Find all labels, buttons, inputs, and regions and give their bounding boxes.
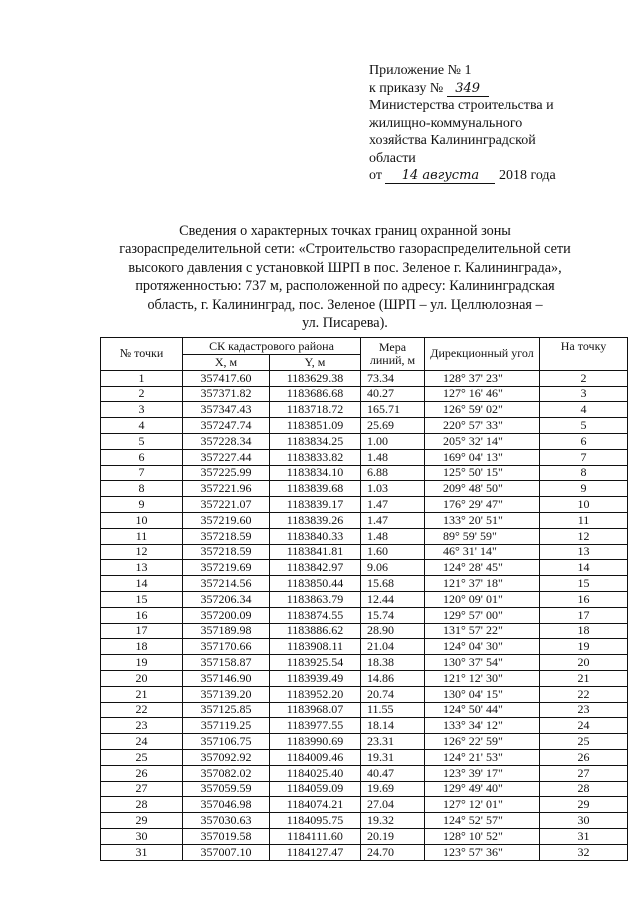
cell-point-no: 13	[101, 560, 183, 576]
cell-x: 357019.58	[183, 828, 270, 844]
cell-angle: 124° 28' 45"	[425, 560, 540, 576]
cell-x: 357417.60	[183, 370, 270, 386]
cell-y: 1184127.47	[270, 844, 361, 860]
ministry-line-2: жилищно-коммунального	[369, 115, 523, 131]
cell-length: 6.88	[361, 465, 425, 481]
cell-angle: 125° 50' 15"	[425, 465, 540, 481]
table-row	[101, 449, 628, 465]
cell-point-no: 1	[101, 370, 183, 386]
annex-title: Приложение № 1	[369, 63, 472, 78]
cell-length: 73.34	[361, 370, 425, 386]
cell-length: 15.74	[361, 607, 425, 623]
cell-to-point: 6	[540, 433, 628, 449]
date-suffix: 2018 года	[498, 168, 556, 183]
header-cs: СК кадастрового района	[183, 338, 361, 355]
cell-y: 1184095.75	[270, 813, 361, 829]
cell-to-point: 19	[540, 639, 628, 655]
cell-point-no: 5	[101, 433, 183, 449]
cell-to-point: 29	[540, 797, 628, 813]
cell-to-point: 12	[540, 528, 628, 544]
heading-line-3: высокого давления с установкой ШРП в пос. Зеленое г. Калининграда»,	[128, 259, 562, 276]
cell-length: 20.74	[361, 686, 425, 702]
cell-x: 357347.43	[183, 402, 270, 418]
cell-length: 24.70	[361, 844, 425, 860]
cell-x: 357227.44	[183, 449, 270, 465]
cell-point-no: 29	[101, 813, 183, 829]
table-row	[101, 670, 628, 686]
table-row	[101, 607, 628, 623]
cell-to-point: 4	[540, 402, 628, 418]
table-row	[101, 591, 628, 607]
cell-to-point: 27	[540, 765, 628, 781]
cell-x: 357247.74	[183, 418, 270, 434]
cell-length: 9.06	[361, 560, 425, 576]
cell-y: 1183908.11	[270, 639, 361, 655]
cell-y: 1183841.81	[270, 544, 361, 560]
table-row	[101, 528, 628, 544]
cell-angle: 129° 57' 00"	[425, 607, 540, 623]
cell-angle: 129° 49' 40"	[425, 781, 540, 797]
cell-point-no: 16	[101, 607, 183, 623]
cell-to-point: 18	[540, 623, 628, 639]
cell-x: 357030.63	[183, 813, 270, 829]
cell-point-no: 26	[101, 765, 183, 781]
cell-length: 40.27	[361, 386, 425, 402]
cell-angle: 124° 52' 57"	[425, 813, 540, 829]
cell-angle: 176° 29' 47"	[425, 497, 540, 513]
cell-to-point: 31	[540, 828, 628, 844]
table-row	[101, 418, 628, 434]
cell-length: 18.14	[361, 718, 425, 734]
cell-to-point: 14	[540, 560, 628, 576]
cell-angle: 121° 37' 18"	[425, 576, 540, 592]
cell-to-point: 24	[540, 718, 628, 734]
cell-point-no: 22	[101, 702, 183, 718]
cell-y: 1184009.46	[270, 749, 361, 765]
cell-x: 357214.56	[183, 576, 270, 592]
table-row	[101, 465, 628, 481]
table-row	[101, 402, 628, 418]
cell-to-point: 32	[540, 844, 628, 860]
cell-length: 21.04	[361, 639, 425, 655]
cell-point-no: 4	[101, 418, 183, 434]
cell-angle: 126° 59' 02"	[425, 402, 540, 418]
cell-to-point: 15	[540, 576, 628, 592]
cell-point-no: 24	[101, 734, 183, 750]
points-table-body	[101, 370, 628, 860]
cell-x: 357125.85	[183, 702, 270, 718]
cell-y: 1183863.79	[270, 591, 361, 607]
cell-to-point: 20	[540, 655, 628, 671]
cell-angle: 127° 12' 01"	[425, 797, 540, 813]
table-row	[101, 481, 628, 497]
cell-to-point: 30	[540, 813, 628, 829]
cell-y: 1183833.82	[270, 449, 361, 465]
table-row	[101, 655, 628, 671]
cell-y: 1184059.09	[270, 781, 361, 797]
cell-to-point: 2	[540, 370, 628, 386]
cell-y: 1183839.17	[270, 497, 361, 513]
cell-x: 357170.66	[183, 639, 270, 655]
cell-length: 1.48	[361, 449, 425, 465]
cell-y: 1183718.72	[270, 402, 361, 418]
cell-length: 12.44	[361, 591, 425, 607]
annex-block	[369, 62, 619, 185]
cell-point-no: 15	[101, 591, 183, 607]
heading-line-2: газораспределительной сети: «Строительство газораспределительной сети	[119, 241, 571, 258]
cell-angle: 133° 20' 51"	[425, 512, 540, 528]
cell-point-no: 19	[101, 655, 183, 671]
table-row	[101, 560, 628, 576]
cell-y: 1183840.33	[270, 528, 361, 544]
table-row	[101, 702, 628, 718]
cell-angle: 169° 04' 13"	[425, 449, 540, 465]
heading-line-5: область, г. Калининград, пос. Зеленое (ШРП – ул. Целлюлозная –	[147, 296, 543, 313]
table-row	[101, 433, 628, 449]
cell-y: 1183629.38	[270, 370, 361, 386]
cell-angle: 130° 04' 15"	[425, 686, 540, 702]
cell-length: 1.47	[361, 512, 425, 528]
cell-x: 357225.99	[183, 465, 270, 481]
cell-length: 11.55	[361, 702, 425, 718]
cell-point-no: 2	[101, 386, 183, 402]
table-row	[101, 623, 628, 639]
cell-length: 40.47	[361, 765, 425, 781]
cell-x: 357219.60	[183, 512, 270, 528]
table-row	[101, 765, 628, 781]
cell-x: 357119.25	[183, 718, 270, 734]
cell-angle: 124° 04' 30"	[425, 639, 540, 655]
header-to-point: На точку	[540, 338, 628, 371]
cell-x: 357218.59	[183, 544, 270, 560]
cell-to-point: 7	[540, 449, 628, 465]
cell-y: 1183977.55	[270, 718, 361, 734]
heading-line-6: ул. Писарева).	[302, 315, 388, 332]
order-line	[369, 80, 619, 98]
cell-x: 357371.82	[183, 386, 270, 402]
cell-x: 357059.59	[183, 781, 270, 797]
table-row	[101, 749, 628, 765]
cell-to-point: 13	[540, 544, 628, 560]
cell-x: 357007.10	[183, 844, 270, 860]
cell-y: 1183886.62	[270, 623, 361, 639]
cell-angle: 121° 12' 30"	[425, 670, 540, 686]
table-row	[101, 370, 628, 386]
ministry-line-1: Министерства строительства и	[369, 98, 554, 113]
order-prefix: к приказу №	[369, 80, 444, 96]
header-x: X, м	[183, 355, 270, 371]
cell-length: 20.19	[361, 828, 425, 844]
cell-y: 1183851.09	[270, 418, 361, 434]
cell-angle: 128° 37' 23"	[425, 370, 540, 386]
date-line	[369, 167, 619, 185]
cell-point-no: 6	[101, 449, 183, 465]
cell-angle: 124° 50' 44"	[425, 702, 540, 718]
table-row	[101, 734, 628, 750]
table-row	[101, 639, 628, 655]
points-table-header	[101, 338, 628, 371]
cell-y: 1183952.20	[270, 686, 361, 702]
cell-y: 1183990.69	[270, 734, 361, 750]
cell-x: 357092.92	[183, 749, 270, 765]
cell-length: 27.04	[361, 797, 425, 813]
cell-angle: 209° 48' 50"	[425, 481, 540, 497]
cell-length: 1.03	[361, 481, 425, 497]
cell-point-no: 28	[101, 797, 183, 813]
cell-x: 357189.98	[183, 623, 270, 639]
cell-point-no: 20	[101, 670, 183, 686]
cell-y: 1183839.26	[270, 512, 361, 528]
cell-length: 23.31	[361, 734, 425, 750]
cell-y: 1184074.21	[270, 797, 361, 813]
table-row	[101, 686, 628, 702]
cell-angle: 128° 10' 52"	[425, 828, 540, 844]
cell-point-no: 11	[101, 528, 183, 544]
cell-x: 357139.20	[183, 686, 270, 702]
cell-angle: 127° 16' 46"	[425, 386, 540, 402]
cell-point-no: 27	[101, 781, 183, 797]
cell-angle: 120° 09' 01"	[425, 591, 540, 607]
cell-angle: 46° 31' 14"	[425, 544, 540, 560]
cell-length: 1.60	[361, 544, 425, 560]
cell-x: 357046.98	[183, 797, 270, 813]
cell-point-no: 9	[101, 497, 183, 513]
cell-angle: 133° 34' 12"	[425, 718, 540, 734]
cell-y: 1183834.10	[270, 465, 361, 481]
cell-x: 357221.96	[183, 481, 270, 497]
table-row	[101, 497, 628, 513]
table-row	[101, 718, 628, 734]
cell-point-no: 23	[101, 718, 183, 734]
points-table	[100, 337, 628, 861]
cell-to-point: 9	[540, 481, 628, 497]
cell-length: 1.00	[361, 433, 425, 449]
table-row	[101, 844, 628, 860]
cell-x: 357206.34	[183, 591, 270, 607]
cell-to-point: 17	[540, 607, 628, 623]
header-y: Y, м	[270, 355, 361, 371]
cell-to-point: 26	[540, 749, 628, 765]
cell-length: 165.71	[361, 402, 425, 418]
cell-angle: 130° 37' 54"	[425, 655, 540, 671]
header-length: Мера линий, м	[361, 338, 425, 371]
document-heading	[98, 222, 592, 332]
cell-angle: 126° 22' 59"	[425, 734, 540, 750]
cell-point-no: 10	[101, 512, 183, 528]
cell-to-point: 11	[540, 512, 628, 528]
table-row	[101, 544, 628, 560]
cell-to-point: 16	[540, 591, 628, 607]
cell-y: 1183968.07	[270, 702, 361, 718]
cell-point-no: 18	[101, 639, 183, 655]
cell-y: 1183925.54	[270, 655, 361, 671]
table-row	[101, 781, 628, 797]
cell-y: 1183850.44	[270, 576, 361, 592]
cell-to-point: 25	[540, 734, 628, 750]
cell-to-point: 22	[540, 686, 628, 702]
cell-length: 15.68	[361, 576, 425, 592]
cell-point-no: 31	[101, 844, 183, 860]
cell-to-point: 8	[540, 465, 628, 481]
table-row	[101, 797, 628, 813]
cell-length: 1.47	[361, 497, 425, 513]
cell-x: 357106.75	[183, 734, 270, 750]
cell-angle: 220° 57' 33"	[425, 418, 540, 434]
cell-to-point: 23	[540, 702, 628, 718]
cell-angle: 124° 21' 53"	[425, 749, 540, 765]
cell-x: 357082.02	[183, 765, 270, 781]
cell-point-no: 25	[101, 749, 183, 765]
cell-length: 19.32	[361, 813, 425, 829]
cell-x: 357221.07	[183, 497, 270, 513]
cell-x: 357218.59	[183, 528, 270, 544]
order-number-handwritten: 349	[447, 82, 489, 97]
table-row	[101, 813, 628, 829]
cell-point-no: 14	[101, 576, 183, 592]
cell-x: 357158.87	[183, 655, 270, 671]
ministry-line-4: области	[369, 150, 416, 166]
cell-y: 1184025.40	[270, 765, 361, 781]
cell-x: 357200.09	[183, 607, 270, 623]
cell-length: 19.69	[361, 781, 425, 797]
cell-y: 1183686.68	[270, 386, 361, 402]
cell-point-no: 7	[101, 465, 183, 481]
cell-length: 25.69	[361, 418, 425, 434]
table-row	[101, 828, 628, 844]
cell-length: 19.31	[361, 749, 425, 765]
cell-y: 1183839.68	[270, 481, 361, 497]
header-angle: Дирекционный угол	[425, 338, 540, 371]
cell-to-point: 21	[540, 670, 628, 686]
cell-point-no: 3	[101, 402, 183, 418]
cell-angle: 123° 57' 36"	[425, 844, 540, 860]
cell-y: 1183874.55	[270, 607, 361, 623]
cell-angle: 131° 57' 22"	[425, 623, 540, 639]
cell-length: 28.90	[361, 623, 425, 639]
cell-to-point: 5	[540, 418, 628, 434]
table-row	[101, 576, 628, 592]
cell-to-point: 10	[540, 497, 628, 513]
cell-point-no: 8	[101, 481, 183, 497]
heading-line-1: Сведения о характерных точках границ охранной зоны	[179, 223, 511, 239]
cell-x: 357219.69	[183, 560, 270, 576]
heading-line-4: протяженностью: 737 м, расположенной по адресу: Калининградская	[135, 278, 555, 295]
cell-point-no: 30	[101, 828, 183, 844]
cell-x: 357228.34	[183, 433, 270, 449]
cell-y: 1183939.49	[270, 670, 361, 686]
table-row	[101, 386, 628, 402]
cell-angle: 205° 32' 14"	[425, 433, 540, 449]
cell-length: 18.38	[361, 655, 425, 671]
cell-length: 1.48	[361, 528, 425, 544]
cell-x: 357146.90	[183, 670, 270, 686]
cell-angle: 89° 59' 59"	[425, 528, 540, 544]
cell-length: 14.86	[361, 670, 425, 686]
cell-point-no: 17	[101, 623, 183, 639]
cell-point-no: 12	[101, 544, 183, 560]
cell-point-no: 21	[101, 686, 183, 702]
cell-to-point: 28	[540, 781, 628, 797]
cell-angle: 123° 39' 17"	[425, 765, 540, 781]
cell-y: 1183842.97	[270, 560, 361, 576]
table-row	[101, 512, 628, 528]
cell-y: 1183834.25	[270, 433, 361, 449]
header-point-no: № точки	[101, 338, 183, 371]
date-prefix: от	[369, 168, 382, 183]
cell-y: 1184111.60	[270, 828, 361, 844]
ministry-line-3: хозяйства Калининградской	[369, 133, 536, 148]
date-handwritten: 14 августа	[385, 169, 495, 184]
cell-to-point: 3	[540, 386, 628, 402]
